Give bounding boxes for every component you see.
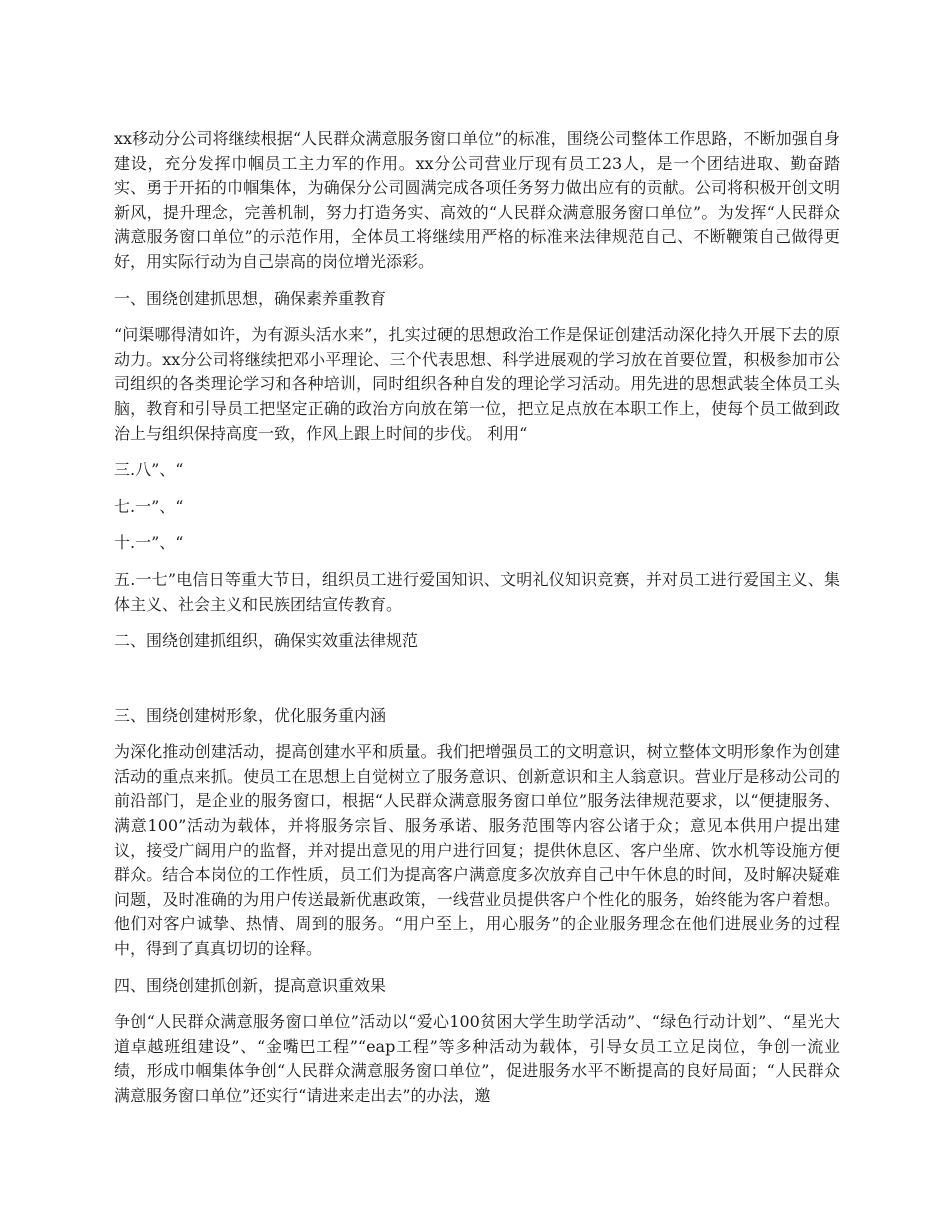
holiday-line-1: 三.八”、“ — [114, 460, 184, 480]
section-3-paragraph: 为深化推动创建活动，提高创建水平和质量。我们把增强员工的文明意识，树立整体文明形象作为创建活动的重点来抓。使员工在思想上自觉树立了服务意识、创新意识和主人翁意识。营业厅是移动公司的前沿部门，是企业的服务窗口，根据“人民群众满意服务窗口单位”服务法律规范要求，以“便捷服务、满意100”活动为载体，并将服务宗旨、服务承诺、服务范围等内容公诸于众；意见本供用户提出建议，接受广阔用户的监督，并对提出意见的用户进行回复；提供休息区、客户坐席、饮水机等设施方便群众。结合本岗位的工作性质，员工们为提高客户满意度多次放弃自己中午休息的时间，及时解决疑难问题，及时准确的为用户传送最新优惠政策，一线营业员提供客户个性化的服务，始终能为客户着想。他们对客户诚挚、热情、周到的服务。“用户至上，用心服务”的企业服务理念在他们进展业务的过程中，得到了真真切切的诠释。 — [114, 742, 840, 959]
holiday-line-3: 十.一”、“ — [114, 533, 184, 553]
section-heading-3: 三、围绕创建树形象，优化服务重内涵 — [114, 705, 387, 725]
holiday-paragraph: 五.一七”电信日等重大节日，组织员工进行爱国知识、文明礼仪知识竞赛，并对员工进行爱国主义、集体主义、社会主义和民族团结宣传教育。 — [114, 569, 840, 614]
intro-paragraph: xx移动分公司将继续根据“人民群众满意服务窗口单位”的标准，围绕公司整体工作思路，不断加强自身建设，充分发挥巾帼员工主力军的作用。xx分公司营业厅现有员工23人，是一个团结进取、勤奋踏实、勇于开拓的巾帼集体，为确保分公司圆满完成各项任务努力做出应有的贡献。公司将积极开创文明新风，提升理念，完善机制，努力打造务实、高效的“人民群众满意服务窗口单位”。为发挥“人民群众满意服务窗口单位”的示范作用，全体员工将继续用严格的标准来法律规范自己、不断鞭策自己做得更好，用实际行动为自己崇高的岗位增光添彩。 — [114, 129, 840, 271]
section-1-paragraph: “问渠哪得清如许，为有源头活水来”，扎实过硬的思想政治工作是保证创建活动深化持久开展下去的原动力。xx分公司将继续把邓小平理论、三个代表思想、科学进展观的学习放在首要位置，积极参加市公司组织的各类理论学习和各种培训，同时组织各种自发的理论学习活动。用先进的思想武装全体员工头脑，教育和引导员工把坚定正确的政治方向放在第一位，把立足点放在本职工作上，使每个员工做到政治上与组织保持高度一致，作风上跟上时间的步伐。 利用“ — [114, 325, 840, 443]
section-heading-4: 四、围绕创建抓创新，提高意识重效果 — [114, 975, 387, 995]
document-page — [114, 127, 840, 1121]
section-4-paragraph: 争创“人民群众满意服务窗口单位”活动以“爱心100贫困大学生助学活动”、“绿色行动计划”、“星光大道卓越班组建设”、“金嘴巴工程”“eap工程”等多种活动为载体，引导女员工立足岗位，争创一流业绩，形成巾帼集体争创“人民群众满意服务窗口单位”，促进服务水平不断提高的良好局面；“人民群众满意服务窗口单位”还实行“请进来走出去”的办法，邀 — [114, 1012, 840, 1105]
section-heading-2: 二、围绕创建抓组织，确保实效重法律规范 — [114, 631, 419, 651]
section-heading-1: 一、围绕创建抓思想，确保素养重教育 — [114, 288, 387, 308]
blank-spacer — [114, 666, 840, 704]
holiday-line-2: 七.一”、“ — [114, 496, 184, 516]
